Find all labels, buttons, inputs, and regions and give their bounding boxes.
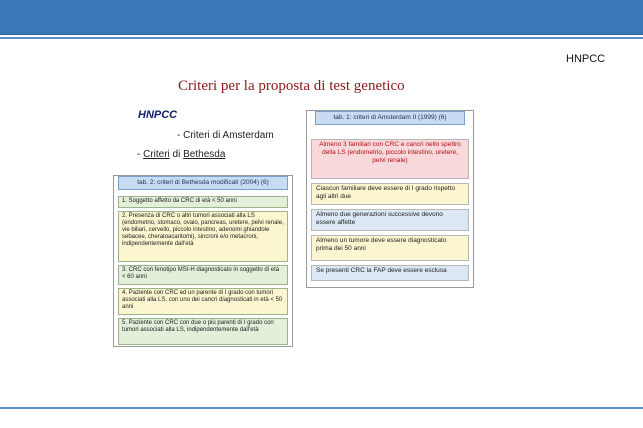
table-row: 1. Soggetto affetto da CRC di età < 50 anni	[118, 196, 288, 208]
table-row: 2. Presenza di CRC o altri tumori associati alla LS (endometrio, stomaco, ovaio, pancreas, uretere, pelvi renale, vie biliari, cervello, piccolo intestino, adenomi ghiandole sebacee, cheratoacantomi), sincroni e/o metacroni, indipendentemente dall'età	[118, 211, 288, 262]
table-row: Ciascun familiare deve essere di I grado rispetto agli altri due	[311, 183, 469, 205]
header-divider	[0, 37, 643, 39]
amsterdam-table	[306, 110, 474, 288]
slide-title: Criteri per la proposta di test genetico	[178, 78, 405, 94]
criteria-bethesda-prefix: -	[137, 149, 144, 160]
slide-subtitle: HNPCC	[138, 109, 178, 121]
bethesda-table	[113, 175, 293, 347]
table-row: Almeno due generazioni successive devono essere affette	[311, 209, 469, 231]
criteria-amsterdam: - Criteri di Amsterdam	[177, 130, 274, 141]
criteria-bethesda-word3: Bethesda	[183, 149, 226, 160]
bethesda-table-header: tab. 2: criteri di Bethesda modificati (2004) (6)	[118, 176, 288, 190]
table-row: Se presenti CRC la FAP deve essere esclusa	[311, 265, 469, 281]
title-bar	[0, 0, 643, 35]
table-row: Almeno 3 familiari con CRC e cancri nello spettro della LS (endometrio, piccolo intestino, uretere, pelvi renale)	[311, 139, 469, 179]
table-row: 3. CRC con fenotipo MSI-H diagnosticato in soggetto di età < 60 anni	[118, 265, 288, 285]
amsterdam-table-header: tab. 1: criteri di Amsterdam II (1999) (6)	[315, 111, 465, 125]
table-row: 5. Paziente con CRC con due o più parenti di I grado con tumori associati alla LS, indipendentemente dall'età	[118, 318, 288, 345]
footer-divider	[0, 407, 643, 409]
table-row: 4. Paziente con CRC ed un parente di I grado con tumori associati alla LS, con uno dei cancri diagnosticati in età < 50 anni	[118, 288, 288, 315]
table-row: Almeno un tumore deve essere diagnosticato prima dei 50 anni	[311, 235, 469, 261]
criteria-bethesda-word1: Criteri	[143, 149, 170, 160]
criteria-bethesda	[137, 149, 225, 160]
corner-label: HNPCC	[566, 53, 606, 65]
criteria-bethesda-word2: di	[169, 149, 184, 160]
